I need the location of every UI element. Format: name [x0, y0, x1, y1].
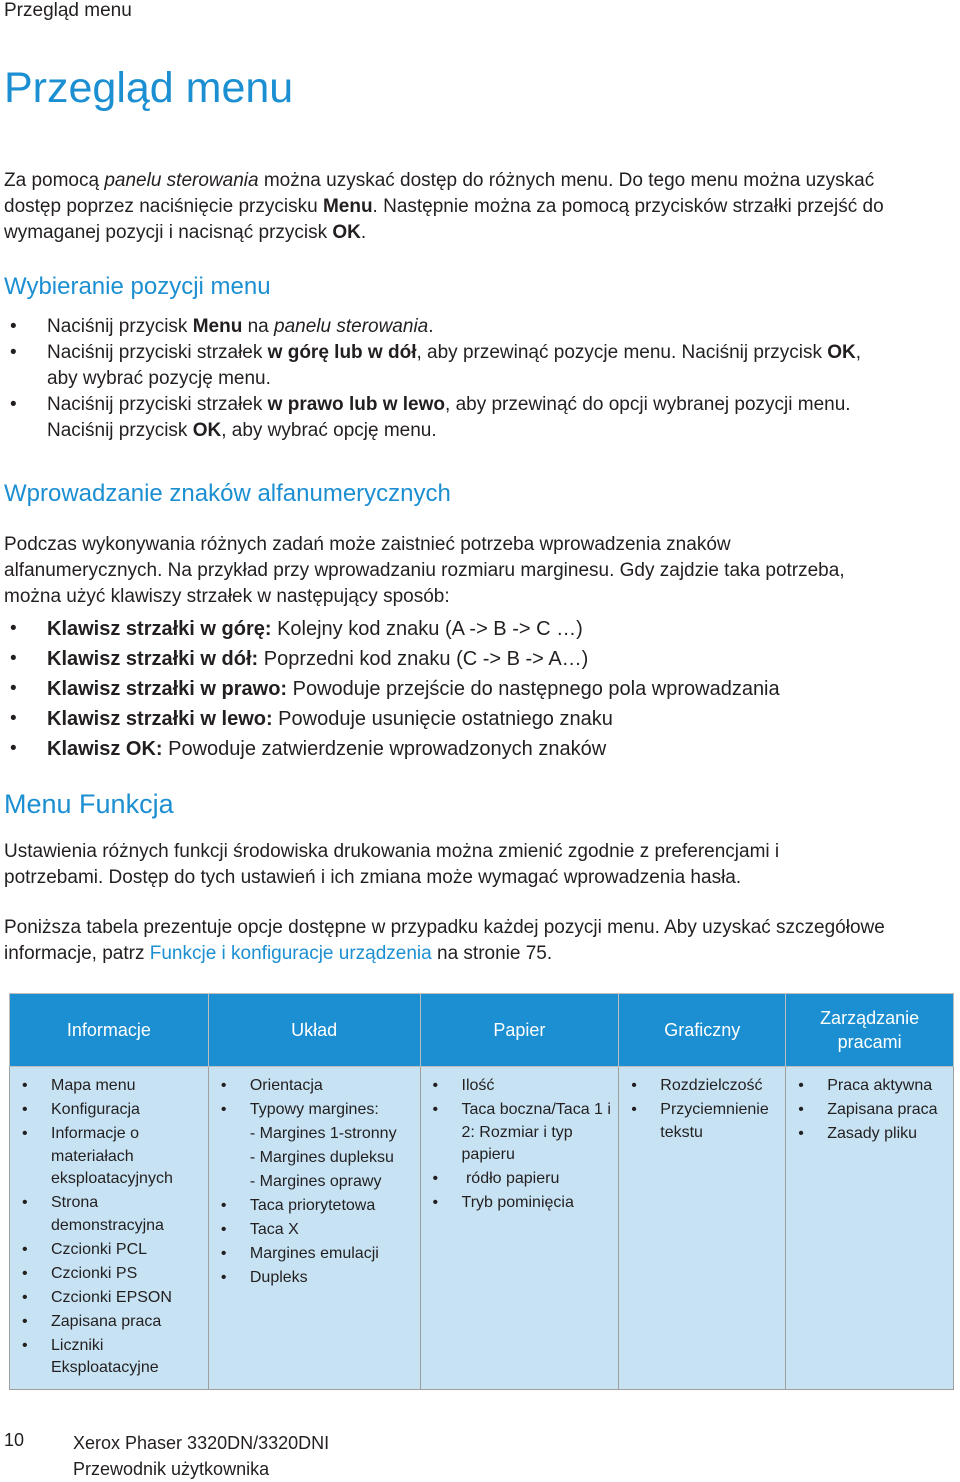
bullet-icon: • — [10, 342, 17, 363]
intro-paragraph: Za pomocą panelu sterowania można uzyskać dostęp do różnych menu. Do tego menu można uzyskać dostęp poprzez naciśnięcie przycisku Menu. Następnie można za pomocą przycisków strzałki przejść do wymaganej pozycji i nacisnąć przycisk OK. — [4, 170, 884, 243]
list-item: • Taca X — [220, 1221, 299, 1238]
list-item: • Naciśnij przyciski strzałek w prawo lub w lewo, aby przewinąć do opcji wybranej pozycji menu. Naciśnij przycisk OK, aby wybrać opcję menu. — [10, 394, 851, 441]
list-item: • Liczniki Eksploatacyjne — [22, 1336, 159, 1376]
list-item: • Klawisz strzałki w lewo: Powoduje usunięcie ostatniego znaku — [4, 704, 954, 734]
bullet-icon: • — [10, 316, 17, 337]
table-row — [10, 1067, 954, 1390]
table-cell-informacje — [10, 1067, 209, 1390]
heading-alphanumeric: Wprowadzanie znaków alfanumerycznych — [4, 480, 451, 507]
list-item: • Orientacja — [220, 1077, 323, 1094]
column-header: Informacje — [10, 994, 209, 1067]
page-title: Przegląd menu — [4, 64, 294, 112]
list-item: • Przyciemnienie tekstu — [631, 1101, 769, 1141]
heading-menu-function: Menu Funkcja — [4, 789, 174, 819]
table-header-row — [10, 994, 954, 1067]
table-cell-zarzadzanie — [786, 1067, 954, 1390]
bullet-icon: • — [10, 394, 17, 415]
alphanumeric-paragraph: Podczas wykonywania różnych zadań może zaistnieć potrzeba wprowadzenia znaków alfanumerycznych. Na przykład przy wprowadzaniu rozmiaru marginesu. Gdy zajdzie taka potrzeba, można użyć klawiszy strzałek w następujący sposób: — [4, 534, 845, 607]
list-item: • Klawisz OK: Powoduje zatwierdzenie wprowadzonych znaków — [4, 734, 954, 764]
list-item: • Informacje o materiałach eksploatacyjnych — [22, 1125, 173, 1187]
column-header: Papier — [420, 994, 619, 1067]
list-item: • Dupleks — [220, 1269, 308, 1286]
list-item: • Zapisana praca — [798, 1101, 938, 1118]
bullet-icon: • — [10, 738, 17, 759]
list-item: • Czcionki PS — [22, 1264, 138, 1282]
table-cell-graficzny — [619, 1067, 786, 1390]
bullet-icon: • — [10, 618, 17, 639]
list-item: • Strona demonstracyjna — [22, 1194, 164, 1234]
list-item: • Tryb pominięcia — [432, 1194, 574, 1211]
bullet-icon: • — [10, 708, 17, 729]
column-header: Graficzny — [619, 994, 786, 1067]
list-item: • Ilość — [432, 1077, 495, 1094]
list-item: - Margines 1-stronny — [249, 1125, 397, 1142]
column-header: Zarządzanie pracami — [786, 994, 954, 1067]
table-cell-uklad — [208, 1067, 420, 1390]
list-item: • Praca aktywna — [798, 1077, 933, 1094]
bullet-icon: • — [10, 648, 17, 669]
function-paragraph-1: Ustawienia różnych funkcji środowiska drukowania można zmienić zgodnie z preferencjami i potrzebami. Dostęp do tych ustawień i ich zmiana może wymagać wprowadzenia hasła. — [4, 841, 780, 888]
list-item: • ródło papieru — [432, 1170, 560, 1187]
function-paragraph-2: Poniższa tabela prezentuje opcje dostępne w przypadku każdej pozycji menu. Aby uzyskać szczegółowe informacje, patrz Funkcje i konfiguracje urządzenia na stronie 75. — [4, 917, 885, 964]
list-item: • Mapa menu — [22, 1077, 136, 1094]
list-item: • Naciśnij przyciski strzałek w górę lub w dół, aby przewinąć pozycje menu. Naciśnij przycisk OK, aby wybrać pozycję menu. — [10, 342, 862, 389]
list-item: • Zasady pliku — [798, 1125, 918, 1142]
page-number: 10 — [4, 1430, 25, 1450]
running-head: Przegląd menu — [4, 0, 132, 21]
list-item: • Klawisz strzałki w górę: Kolejny kod znaku (A -> B -> C …) — [4, 614, 954, 644]
list-item: • Klawisz strzałki w dół: Poprzedni kod znaku (C -> B -> A…) — [4, 644, 954, 674]
select-menu-list — [4, 314, 954, 444]
list-item: • Zapisana praca — [22, 1312, 162, 1330]
list-item: - Margines oprawy — [249, 1173, 382, 1190]
column-header: Układ — [208, 994, 420, 1067]
heading-select-menu: Wybieranie pozycji menu — [4, 273, 271, 300]
list-item: • Typowy margines: — [220, 1101, 379, 1118]
list-item: • Naciśnij przycisk Menu na panelu sterowania. — [4, 314, 954, 340]
list-item: • Konfiguracja — [22, 1101, 140, 1118]
list-item: • Czcionki PCL — [22, 1240, 148, 1258]
list-item: - Margines dupleksu — [249, 1149, 394, 1166]
table-cell-papier — [420, 1067, 619, 1390]
list-item: • Rozdzielczość — [631, 1077, 763, 1094]
bullet-icon: • — [10, 678, 17, 699]
list-item: • Taca boczna/Taca 1 i 2: Rozmiar i typ papieru — [432, 1101, 611, 1163]
list-item: • Czcionki EPSON — [22, 1288, 172, 1306]
list-item: • Taca priorytetowa — [220, 1197, 376, 1214]
menu-table — [9, 993, 954, 1390]
arrow-keys-list — [4, 614, 954, 764]
cross-reference-link[interactable]: Funkcje i konfiguracje urządzenia — [149, 943, 432, 964]
list-item: • Margines emulacji — [220, 1245, 379, 1262]
footer-product: Xerox Phaser 3320DN/3320DNI Przewodnik użytkownika — [73, 1433, 330, 1479]
list-item: • Klawisz strzałki w prawo: Powoduje przejście do następnego pola wprowadzania — [4, 674, 954, 704]
